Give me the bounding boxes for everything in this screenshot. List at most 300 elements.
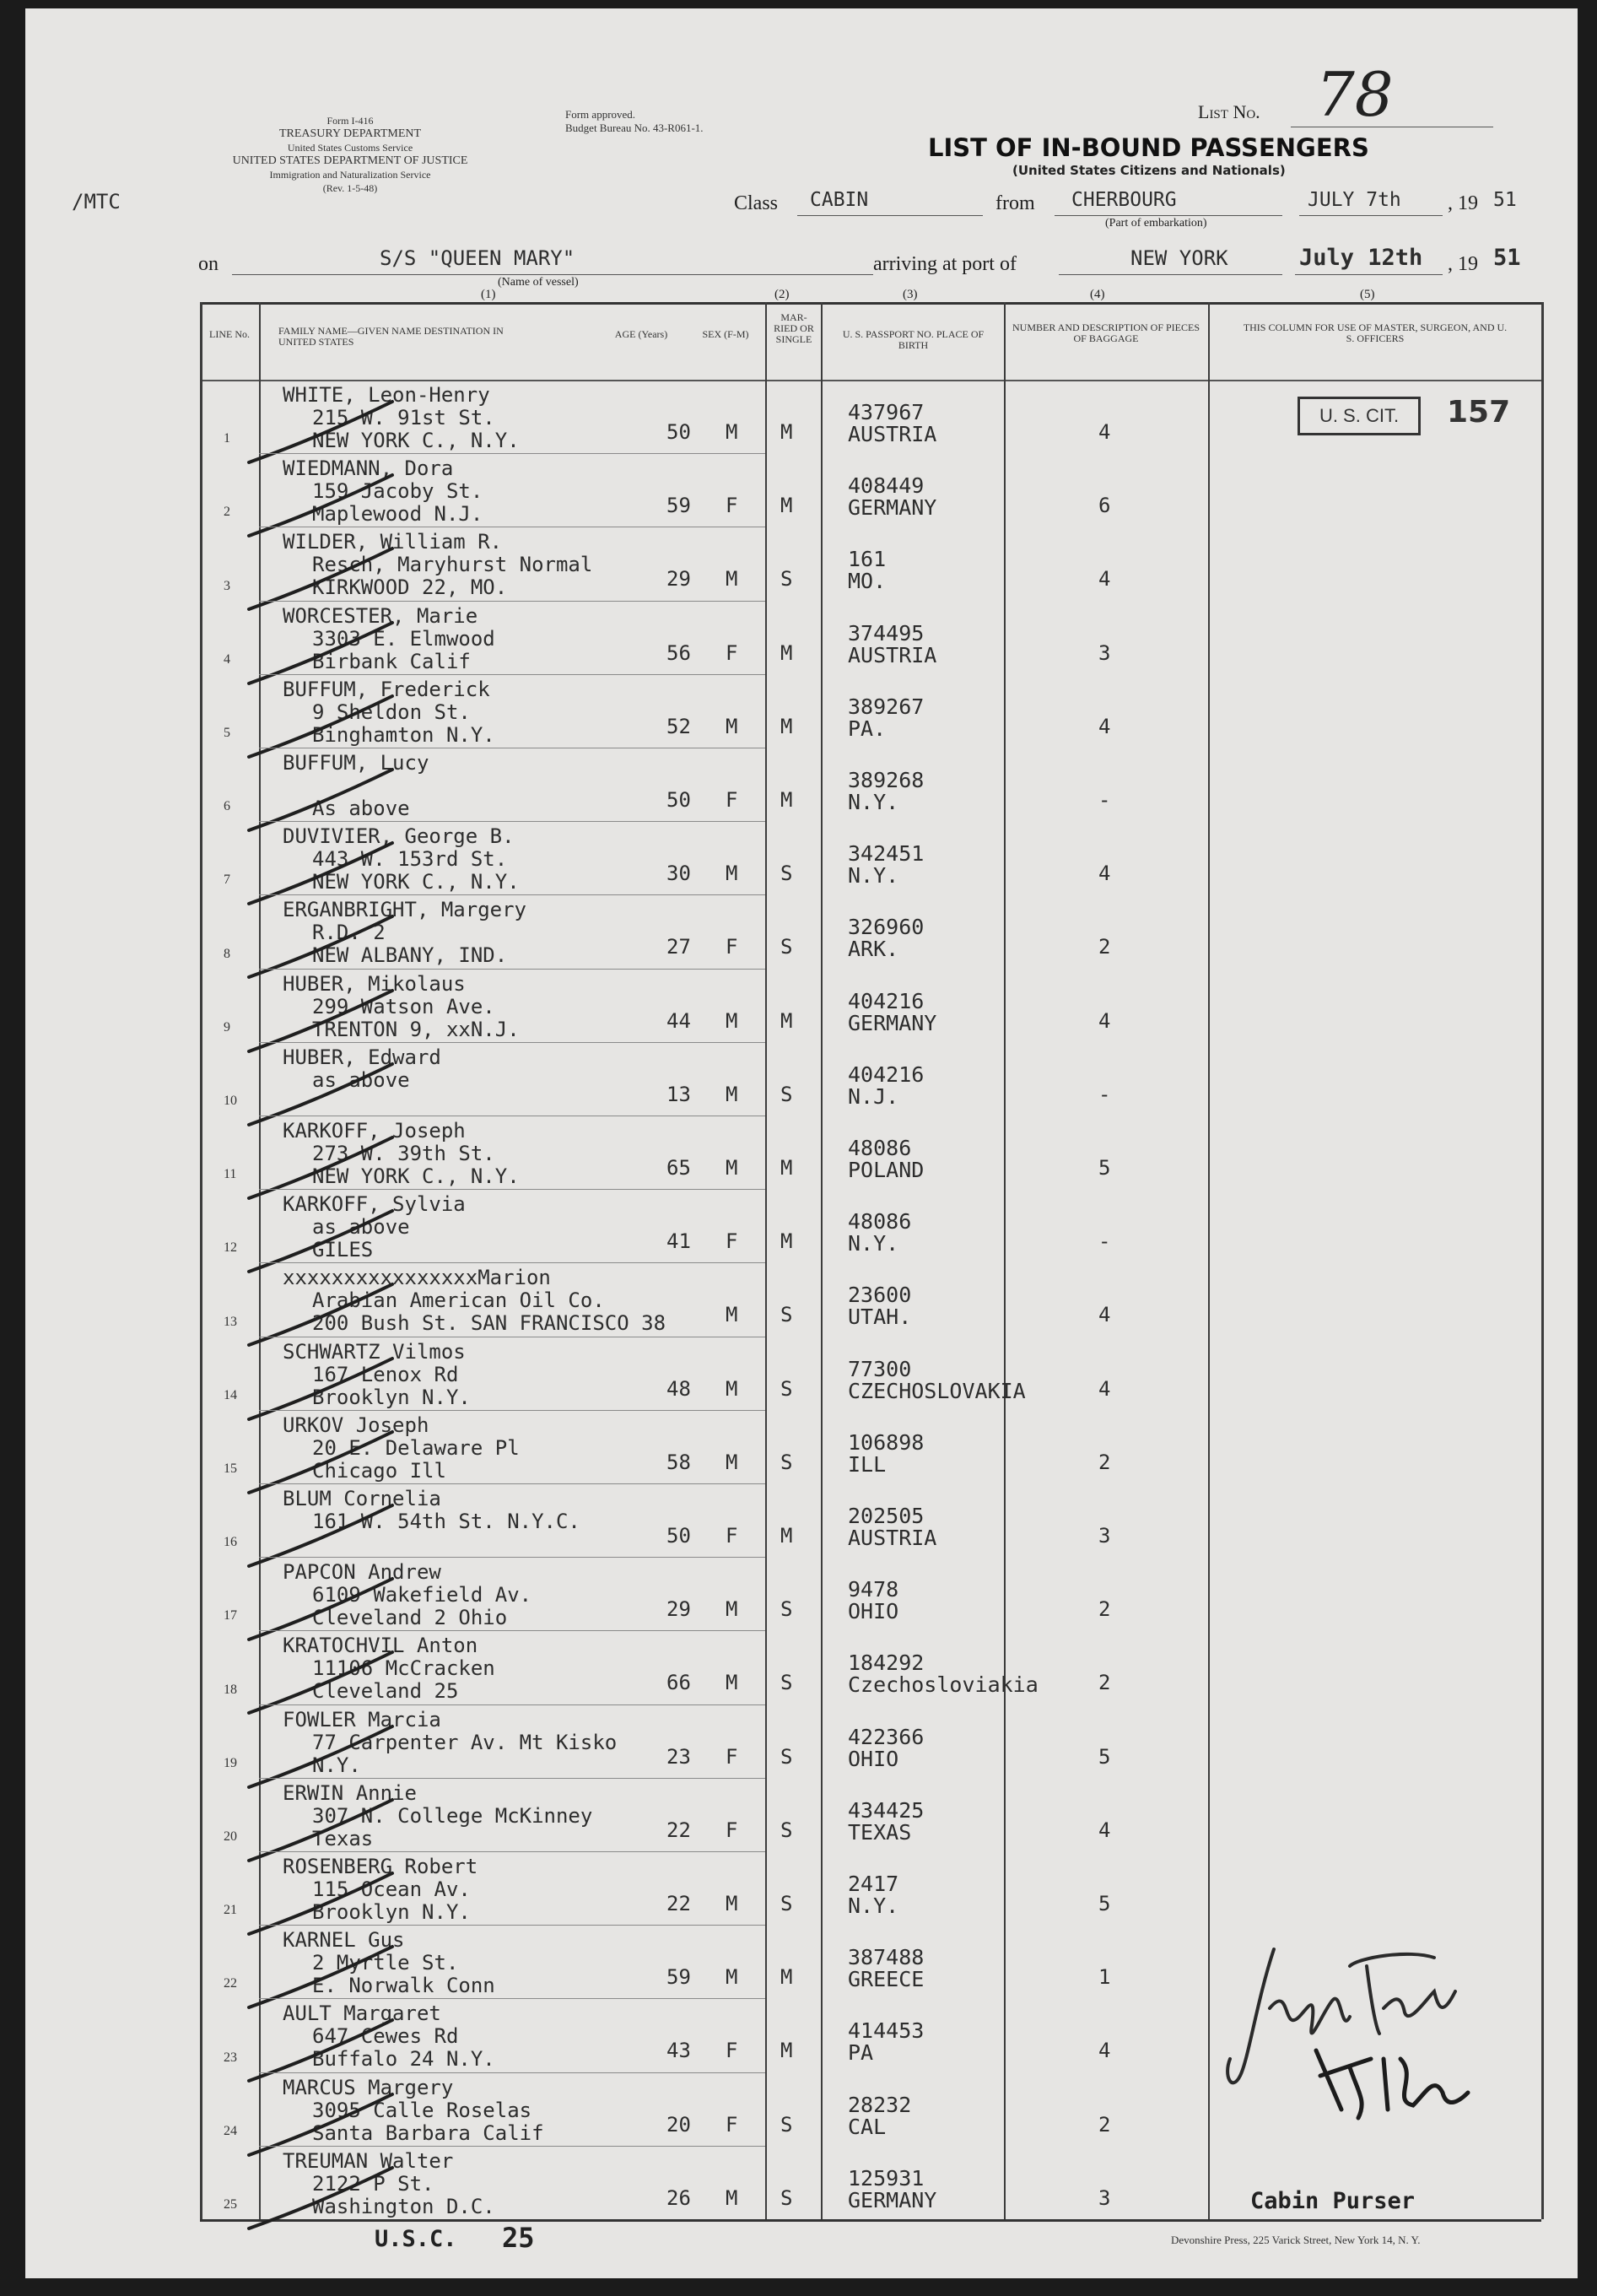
- passenger-name: BLUM Cornelia: [283, 1487, 441, 1510]
- baggage-count: -: [1098, 1229, 1111, 1254]
- place-of-birth: UTAH.: [848, 1305, 912, 1330]
- col-header-passport: U. S. PASSPORT NO. PLACE OF BIRTH: [842, 328, 985, 351]
- printer-imprint: Devonshire Press, 225 Varick Street, New York 14, N. Y.: [1171, 2234, 1421, 2246]
- marital-status: S: [780, 567, 793, 592]
- destination-address: 167 Lenox Rd: [312, 1362, 459, 1386]
- place-of-birth: GREECE: [848, 1967, 925, 1992]
- destination-address: Buffalo 24 N.Y.: [312, 2047, 495, 2072]
- passport-number: 437967: [848, 400, 925, 424]
- passenger-name: DUVIVIER, George B.: [283, 824, 515, 849]
- destination-address: TRENTON 9, xxN.J.: [312, 1017, 520, 1041]
- place-of-birth: ILL: [848, 1451, 887, 1477]
- destination-address: 200 Bush St. SAN FRANCISCO 38: [312, 1311, 666, 1336]
- passenger-name: BUFFUM, Lucy: [283, 751, 429, 775]
- marital-status: S: [780, 1082, 793, 1106]
- sex-value: M: [726, 714, 738, 738]
- line-number: 11: [224, 1167, 237, 1182]
- baggage-count: 4: [1098, 567, 1111, 592]
- destination-address: 6109 Wakefield Av.: [312, 1583, 532, 1607]
- marital-status: M: [780, 714, 793, 738]
- justice-line: UNITED STATES DEPARTMENT OF JUSTICE: [232, 154, 468, 167]
- line-number: 20: [224, 1829, 237, 1844]
- marital-status: M: [780, 2039, 793, 2063]
- sex-value: F: [726, 1229, 738, 1254]
- sex-value: F: [726, 2112, 738, 2137]
- table-row: [25, 601, 1578, 674]
- table-row: [25, 1410, 1578, 1483]
- baggage-count: 2: [1098, 2112, 1111, 2137]
- passenger-name: WILDER, William R.: [283, 530, 503, 554]
- arrival-date: July 12th: [1299, 245, 1423, 271]
- age-value: 59: [666, 494, 691, 518]
- line-number: 4: [224, 651, 230, 667]
- passport-number: 9478: [848, 1577, 899, 1602]
- baggage-count: 4: [1098, 862, 1111, 886]
- passport-number: 404216: [848, 988, 925, 1013]
- passport-number: 2417: [848, 1872, 899, 1896]
- marital-status: S: [780, 935, 793, 959]
- destination-address: 3095 Calle Roselas: [312, 2098, 532, 2122]
- line-number: 24: [224, 2123, 237, 2138]
- passport-number: 161: [848, 547, 887, 572]
- embark-note: (Part of embarkation): [1105, 217, 1207, 230]
- passenger-name: ROSENBERG Robert: [283, 1855, 478, 1878]
- passenger-name: KARNEL Gus: [283, 1928, 405, 1953]
- marital-status: M: [780, 788, 793, 812]
- baggage-count: 6: [1098, 494, 1111, 518]
- destination-address: N.Y.: [312, 1753, 361, 1777]
- age-value: 58: [666, 1450, 691, 1474]
- destination-address: 20 E. Delaware Pl: [312, 1435, 520, 1460]
- rev-line: (Rev. 1-5-48): [322, 182, 378, 194]
- sex-value: M: [726, 1008, 738, 1033]
- passenger-name: KRATOCHVIL Anton: [283, 1634, 478, 1658]
- destination-address: GILES: [312, 1238, 374, 1262]
- destination-address: 307 N. College McKinney: [312, 1803, 593, 1828]
- passenger-name: KARKOFF, Joseph: [283, 1119, 466, 1143]
- col-header-married: MAR-RIED OR SINGLE: [774, 311, 814, 345]
- baggage-count: 4: [1098, 1376, 1111, 1401]
- sex-value: F: [726, 2039, 738, 2063]
- destination-address: 299 Watson Ave.: [312, 994, 495, 1018]
- sex-value: M: [726, 1965, 738, 1990]
- baggage-count: 1: [1098, 1965, 1111, 1990]
- from-rule: [1055, 215, 1282, 216]
- age-value: 50: [666, 788, 691, 812]
- passenger-name: ERWIN Annie: [283, 1780, 417, 1805]
- marital-status: M: [780, 1524, 793, 1548]
- marital-status: S: [780, 2112, 793, 2137]
- col-number-2: (2): [774, 288, 790, 301]
- table-row: [25, 1337, 1578, 1410]
- passenger-name: WHITE, Leon-Henry: [283, 383, 490, 407]
- age-value: 29: [666, 567, 691, 592]
- passenger-name: AULT Margaret: [283, 2002, 441, 2026]
- purser-title: Cabin Purser: [1250, 2188, 1416, 2214]
- baggage-count: -: [1098, 1082, 1111, 1106]
- destination-address: 161 W. 54th St. N.Y.C.: [312, 1510, 580, 1533]
- baggage-count: 2: [1098, 935, 1111, 959]
- place-of-birth: N.Y.: [848, 1231, 899, 1256]
- line-number: 13: [224, 1314, 237, 1329]
- arriving-label: arriving at port of: [873, 253, 1017, 275]
- baggage-count: 4: [1098, 714, 1111, 738]
- col-header-sex: SEX (F-M): [702, 328, 749, 340]
- line-number: 23: [224, 2050, 237, 2065]
- sex-value: M: [726, 1892, 738, 1915]
- place-of-birth: AUSTRIA: [848, 642, 937, 667]
- passport-number: 404216: [848, 1062, 925, 1087]
- baggage-count: 2: [1098, 1597, 1111, 1622]
- place-of-birth: CZECHOSLOVAKIA: [848, 1378, 1026, 1403]
- passport-number: 414453: [848, 2018, 925, 2044]
- passport-number: 422366: [848, 1724, 925, 1749]
- line-number: 25: [224, 2196, 237, 2212]
- passport-number: 125931: [848, 2165, 925, 2191]
- destination-address: 2 Myrtle St.: [312, 1951, 459, 1975]
- age-value: 20: [666, 2112, 691, 2137]
- passenger-name: URKOV Joseph: [283, 1413, 429, 1437]
- line-number: 8: [224, 946, 230, 961]
- arrival-year: 51: [1493, 245, 1521, 271]
- destination-address: As above: [312, 797, 410, 820]
- passenger-name: FOWLER Marcia: [283, 1707, 441, 1731]
- place-of-birth: ARK.: [848, 937, 899, 962]
- passport-number: 202505: [848, 1504, 925, 1528]
- ins-line: Immigration and Naturalization Service: [269, 169, 431, 181]
- purser-signature: [1223, 1932, 1510, 2135]
- destination-address: Chicago Ill: [312, 1458, 446, 1483]
- vessel-note: (Name of vessel): [498, 276, 579, 289]
- sex-value: F: [726, 640, 738, 665]
- usc-label: U.S.C.: [375, 2226, 457, 2252]
- passport-number: 106898: [848, 1429, 925, 1455]
- table-row: [25, 894, 1578, 968]
- table-row: [25, 1483, 1578, 1557]
- age-value: 26: [666, 2185, 691, 2210]
- col-number-1: (1): [481, 288, 496, 301]
- sex-value: M: [726, 2185, 738, 2210]
- baggage-count: 3: [1098, 640, 1111, 665]
- us-citizen-stamp: U. S. CIT.: [1298, 397, 1421, 435]
- age-value: 30: [666, 862, 691, 886]
- age-value: 50: [666, 1524, 691, 1548]
- table-row: [25, 1262, 1578, 1336]
- place-of-birth: GERMANY: [848, 1010, 937, 1035]
- vessel-name: S/S "QUEEN MARY": [380, 246, 575, 270]
- passenger-name: HUBER, Mikolaus: [283, 971, 466, 996]
- table-row: [25, 1704, 1578, 1778]
- sex-value: F: [726, 1744, 738, 1769]
- passport-number: 77300: [848, 1356, 912, 1381]
- embark-year-prefix: , 19: [1448, 192, 1478, 214]
- age-value: 56: [666, 640, 691, 665]
- line-number: 18: [224, 1682, 237, 1697]
- usc-count: 25: [502, 2222, 535, 2254]
- marital-status: S: [780, 1892, 793, 1915]
- destination-address: 9 Sheldon St.: [312, 700, 471, 724]
- place-of-birth: N.Y.: [848, 863, 899, 889]
- form-number: Form I-416: [326, 115, 374, 127]
- baggage-count: 3: [1098, 1524, 1111, 1548]
- table-top-rule: [200, 302, 1541, 305]
- age-value: 22: [666, 1892, 691, 1915]
- age-value: 22: [666, 1818, 691, 1842]
- age-value: 44: [666, 1008, 691, 1033]
- destination-address: Resch, Maryhurst Normal: [312, 553, 593, 577]
- place-of-birth: N.Y.: [848, 1894, 899, 1918]
- line-number: 19: [224, 1755, 237, 1770]
- line-number: 1: [224, 431, 230, 446]
- destination-address: 215 W. 91st St.: [312, 406, 495, 429]
- place-of-birth: N.Y.: [848, 790, 899, 814]
- age-value: 29: [666, 1597, 691, 1622]
- destination-address: 3303 E. Elmwood: [312, 626, 495, 651]
- passport-number: 408449: [848, 473, 925, 499]
- sex-value: M: [726, 567, 738, 592]
- sex-value: M: [726, 1376, 738, 1401]
- destination-address: 443 W. 153rd St.: [312, 847, 508, 872]
- sex-value: M: [726, 1671, 738, 1695]
- port-rule: [1059, 274, 1282, 275]
- class-value: CABIN: [810, 189, 869, 211]
- marital-status: M: [780, 1156, 793, 1180]
- destination-address: Brooklyn N.Y.: [312, 1385, 471, 1409]
- marital-status: S: [780, 862, 793, 886]
- approval-block: [565, 108, 704, 135]
- marital-status: S: [780, 1744, 793, 1769]
- line-number: 14: [224, 1387, 237, 1402]
- age-value: 59: [666, 1965, 691, 1990]
- officer-count: 157: [1447, 395, 1511, 429]
- arrival-year-prefix: , 19: [1448, 253, 1478, 275]
- embark-date: JULY 7th: [1308, 189, 1401, 211]
- age-value: 52: [666, 714, 691, 738]
- form-approved: Form approved.: [565, 108, 636, 121]
- sex-value: M: [726, 1156, 738, 1180]
- destination-address: Santa Barbara Calif: [312, 2120, 544, 2145]
- baggage-count: 2: [1098, 1671, 1111, 1695]
- sex-value: M: [726, 1450, 738, 1474]
- page-title: LIST OF IN-BOUND PASSENGERS: [928, 133, 1369, 162]
- destination-address: as above: [312, 1067, 410, 1092]
- sex-value: M: [726, 1082, 738, 1106]
- age-value: 50: [666, 420, 691, 444]
- sex-value: F: [726, 935, 738, 959]
- passenger-name: WIEDMANN, Dora: [283, 456, 454, 481]
- age-value: 65: [666, 1156, 691, 1180]
- customs-line: United States Customs Service: [287, 142, 413, 154]
- baggage-count: 2: [1098, 1450, 1111, 1474]
- sex-value: M: [726, 1303, 738, 1327]
- baggage-count: 5: [1098, 1892, 1111, 1915]
- line-number: 15: [224, 1461, 237, 1476]
- sex-value: M: [726, 862, 738, 886]
- sex-value: F: [726, 1524, 738, 1548]
- place-of-birth: AUSTRIA: [848, 1526, 937, 1550]
- passport-number: 342451: [848, 841, 925, 867]
- passenger-name: PAPCON Andrew: [283, 1560, 441, 1585]
- destination-address: KIRKWOOD 22, MO.: [312, 575, 508, 600]
- manifest-page: [25, 8, 1578, 2278]
- line-number: 6: [224, 799, 230, 814]
- vessel-rule: [232, 274, 873, 275]
- destination-address: 11106 McCracken: [312, 1656, 495, 1681]
- destination-address: R.D. 2: [312, 921, 386, 945]
- marital-status: S: [780, 2185, 793, 2210]
- line-number: 22: [224, 1976, 237, 1991]
- age-value: 13: [666, 1082, 691, 1106]
- sex-value: M: [726, 1597, 738, 1622]
- destination-address: 115 Ocean Av.: [312, 1877, 471, 1901]
- from-value: CHERBOURG: [1071, 189, 1177, 211]
- destination-address: Texas: [312, 1826, 374, 1850]
- age-value: 23: [666, 1744, 691, 1769]
- marital-status: M: [780, 1008, 793, 1033]
- marital-status: S: [780, 1376, 793, 1401]
- destination-address: Binghamton N.Y.: [312, 722, 495, 747]
- table-row: [25, 748, 1578, 821]
- place-of-birth: GERMANY: [848, 2187, 937, 2212]
- age-value: 66: [666, 1671, 691, 1695]
- passport-number: 23600: [848, 1283, 912, 1308]
- class-rule: [797, 215, 983, 216]
- line-number: 17: [224, 1608, 237, 1623]
- baggage-count: 4: [1098, 1303, 1111, 1327]
- destination-address: Cleveland 2 Ohio: [312, 1606, 508, 1630]
- passenger-name: ERGANBRIGHT, Margery: [283, 898, 526, 922]
- marital-status: M: [780, 1229, 793, 1254]
- baggage-count: 3: [1098, 2185, 1111, 2210]
- line-number: 7: [224, 872, 230, 888]
- marital-status: S: [780, 1671, 793, 1695]
- passenger-name: MARCUS Margery: [283, 2075, 454, 2099]
- col-header-baggage: NUMBER AND DESCRIPTION OF PIECES OF BAGGAGE: [1012, 321, 1200, 344]
- baggage-count: 4: [1098, 420, 1111, 444]
- baggage-count: 4: [1098, 1818, 1111, 1842]
- embark-year: 51: [1493, 189, 1517, 211]
- col-number-5: (5): [1360, 288, 1375, 301]
- destination-address: NEW YORK C., N.Y.: [312, 429, 520, 452]
- place-of-birth: AUSTRIA: [848, 422, 937, 446]
- from-label: from: [995, 192, 1035, 214]
- marital-status: M: [780, 1965, 793, 1990]
- place-of-birth: CAL: [848, 2114, 887, 2139]
- passport-number: 48086: [848, 1136, 912, 1160]
- destination-address: Arabian American Oil Co.: [312, 1288, 605, 1313]
- col-header-officers: THIS COLUMN FOR USE OF MASTER, SURGEON, AND U. S. OFFICERS: [1243, 321, 1508, 344]
- age-value: 48: [666, 1376, 691, 1401]
- passenger-name: SCHWARTZ Vilmos: [283, 1339, 466, 1364]
- col-number-3: (3): [903, 288, 918, 301]
- passport-number: 389268: [848, 768, 925, 792]
- port-of-arrival: NEW YORK: [1130, 246, 1228, 270]
- line-number: 10: [224, 1093, 237, 1108]
- destination-address: E. Norwalk Conn: [312, 1974, 495, 1998]
- baggage-count: 5: [1098, 1156, 1111, 1180]
- margin-note: /MTC: [72, 190, 121, 213]
- passport-number: 326960: [848, 915, 925, 940]
- baggage-count: -: [1098, 788, 1111, 812]
- destination-address: 273 W. 39th St.: [312, 1142, 495, 1165]
- table-row: [25, 674, 1578, 748]
- passenger-name: HUBER, Edward: [283, 1045, 441, 1069]
- passenger-name: WORCESTER, Marie: [283, 603, 478, 628]
- passport-number: 434425: [848, 1797, 925, 1823]
- destination-address: Brooklyn N.Y.: [312, 1900, 471, 1924]
- line-number: 16: [224, 1535, 237, 1550]
- sex-value: F: [726, 788, 738, 812]
- passport-number: 389267: [848, 694, 925, 719]
- table-row: [25, 527, 1578, 600]
- line-number: 3: [224, 578, 230, 593]
- col-header-name: FAMILY NAME—GIVEN NAME DESTINATION IN UNITED STATES: [278, 325, 504, 348]
- place-of-birth: OHIO: [848, 1599, 899, 1624]
- place-of-birth: N.J.: [848, 1083, 899, 1109]
- on-label: on: [198, 253, 219, 275]
- table-row: [25, 1630, 1578, 1704]
- place-of-birth: GERMANY: [848, 495, 937, 521]
- age-value: 41: [666, 1229, 691, 1254]
- destination-address: NEW YORK C., N.Y.: [312, 1164, 520, 1188]
- table-row: [25, 453, 1578, 527]
- baggage-count: 5: [1098, 1744, 1111, 1769]
- table-row: [25, 1557, 1578, 1630]
- marital-status: S: [780, 1597, 793, 1622]
- destination-address: 647 Cewes Rd: [312, 2024, 459, 2049]
- budget-bureau: Budget Bureau No. 43-R061-1.: [565, 122, 704, 134]
- table-row: [25, 1778, 1578, 1851]
- marital-status: S: [780, 1818, 793, 1842]
- age-value: 27: [666, 935, 691, 959]
- destination-address: Cleveland 25: [312, 1679, 459, 1704]
- marital-status: M: [780, 420, 793, 444]
- passport-number: 28232: [848, 2092, 912, 2117]
- form-header-block: [194, 114, 506, 195]
- passenger-name: xxxxxxxxxxxxxxxxMarion: [283, 1266, 551, 1290]
- table-row: [25, 380, 1578, 453]
- sex-value: F: [726, 1818, 738, 1842]
- passport-number: 374495: [848, 620, 925, 646]
- col-number-4: (4): [1090, 288, 1105, 301]
- passport-number: 48086: [848, 1209, 912, 1234]
- line-number: 2: [224, 505, 230, 520]
- destination-address: Washington D.C.: [312, 2194, 495, 2218]
- line-number: 21: [224, 1903, 237, 1918]
- place-of-birth: TEXAS: [848, 1819, 912, 1845]
- list-no-label: List No.: [1198, 101, 1260, 122]
- place-of-birth: PA: [848, 2040, 874, 2066]
- passenger-name: BUFFUM, Frederick: [283, 677, 490, 701]
- place-of-birth: MO.: [848, 569, 887, 594]
- embark-date-rule: [1299, 215, 1443, 216]
- page-subtitle: (United States Citizens and Nationals): [1012, 163, 1286, 178]
- destination-address: Maplewood N.J.: [312, 502, 483, 527]
- table-row: [25, 1116, 1578, 1189]
- line-number: 9: [224, 1019, 230, 1035]
- place-of-birth: Czechosloviakia: [848, 1672, 1039, 1698]
- table-row: [25, 1189, 1578, 1262]
- place-of-birth: OHIO: [848, 1746, 899, 1771]
- marital-status: S: [780, 1303, 793, 1327]
- passport-number: 387488: [848, 1945, 925, 1970]
- sex-value: F: [726, 494, 738, 518]
- place-of-birth: PA.: [848, 716, 887, 741]
- destination-address: 77 Carpenter Av. Mt Kisko: [312, 1730, 618, 1754]
- destination-address: 2122 P St.: [312, 2171, 434, 2196]
- destination-address: Birbank Calif: [312, 649, 471, 673]
- baggage-count: 4: [1098, 1008, 1111, 1033]
